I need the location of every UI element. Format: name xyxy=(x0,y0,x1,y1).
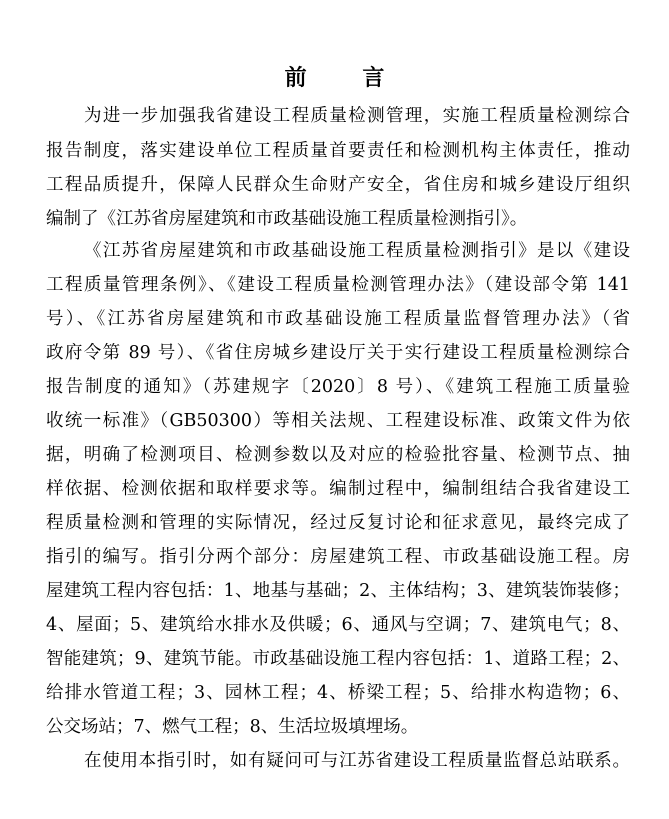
paragraph-line: 为进一步加强我省建设工程质量检测管理，实施工程质量检测综合 xyxy=(84,106,630,126)
paragraph-line: 样依据、检测依据和取样要求等。编制过程中，编制组结合我省建设工 xyxy=(46,479,630,499)
paragraph-line: 智能建筑；9、建筑节能。市政基础设施工程内容包括：1、道路工程；2、 xyxy=(46,649,630,669)
paragraph-line: 在使用本指引时，如有疑问可与江苏省建设工程质量监督总站联系。 xyxy=(84,751,630,771)
paragraph-line: 据，明确了检测项目、检测参数以及对应的检验批容量、检测节点、抽 xyxy=(46,445,630,465)
paragraph-line: 政府令第 89 号）、《省住房城乡建设厅关于实行建设工程质量检测综合 xyxy=(46,343,630,363)
paragraph-line: 《江苏省房屋建筑和市政基础设施工程质量检测指引》是以《建设 xyxy=(84,241,630,261)
paragraph-line: 号）、《江苏省房屋建筑和市政基础设施工程质量监督管理办法》（省 xyxy=(46,309,630,329)
paragraph-line: 公交场站；7、燃气工程；8、生活垃圾填埋场。 xyxy=(46,717,419,737)
page-title: 前 言 xyxy=(284,65,409,91)
paragraph-line: 编制了《江苏省房屋建筑和市政基础设施工程质量检测指引》。 xyxy=(46,209,528,229)
paragraph-line: 给排水管道工程；3、园林工程；4、桥梁工程；5、给排水构造物；6、 xyxy=(46,683,630,703)
paragraph-line: 指引的编写。指引分两个部分：房屋建筑工程、市政基础设施工程。房 xyxy=(46,547,630,567)
paragraph-line: 程质量检测和管理的实际情况，经过反复讨论和征求意见，最终完成了 xyxy=(46,513,630,533)
paragraph-line: 收统一标准》（GB50300）等相关法规、工程建设标准、政策文件为依 xyxy=(46,411,630,431)
paragraph-line: 报告制度的通知》（苏建规字〔2020〕8 号）、《建筑工程施工质量验 xyxy=(46,377,630,397)
paragraph-line: 工程品质提升，保障人民群众生命财产安全，省住房和城乡建设厅组织 xyxy=(46,175,630,195)
paragraph-line: 报告制度，落实建设单位工程质量首要责任和检测机构主体责任，推动 xyxy=(46,141,630,161)
paragraph-line: 工程质量管理条例》、《建设工程质量检测管理办法》（建设部令第 141 xyxy=(46,275,630,295)
paragraph-line: 屋建筑工程内容包括：1、地基与基础；2、主体结构；3、建筑装饰装修； xyxy=(46,581,630,601)
paragraph-line: 4、屋面；5、建筑给水排水及供暖；6、通风与空调；7、建筑电气；8、 xyxy=(46,615,630,635)
